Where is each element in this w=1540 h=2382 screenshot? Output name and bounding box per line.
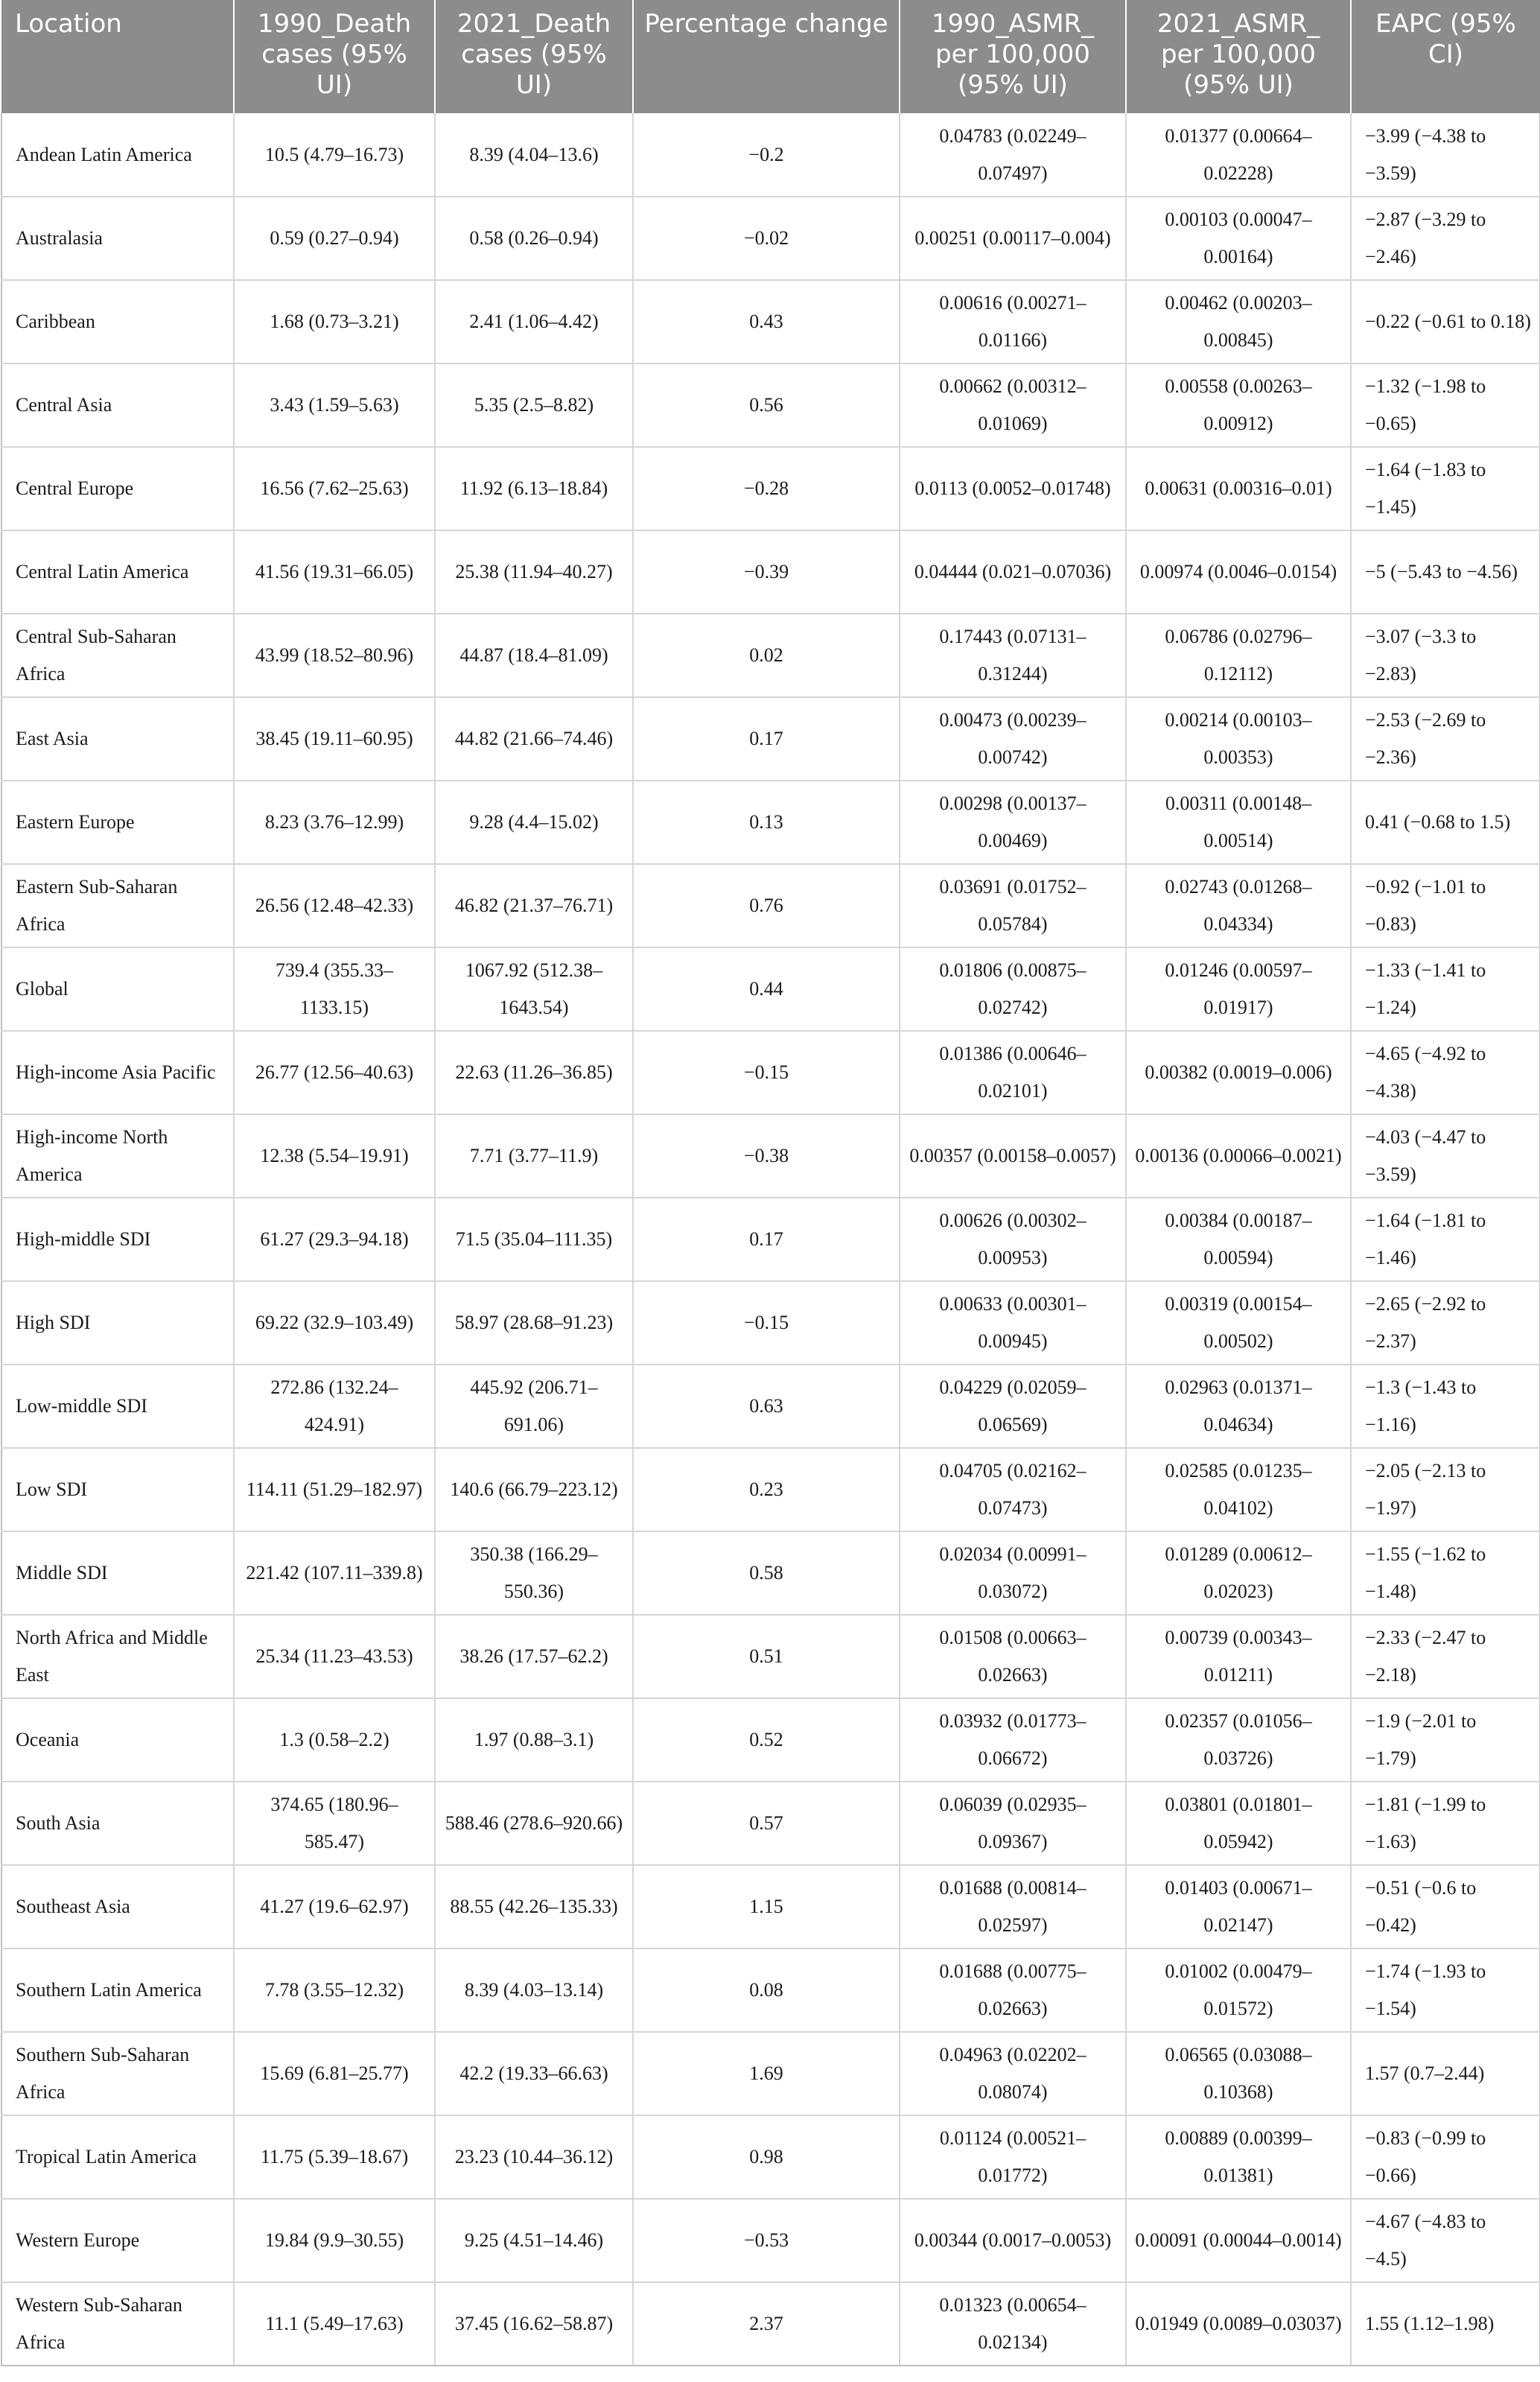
cell-1990-death-cases: 12.38 (5.54–19.91)	[234, 1114, 435, 1198]
header-location: Location	[1, 0, 234, 113]
cell-2021-asmr: 0.02357 (0.01056–0.03726)	[1126, 1698, 1351, 1782]
table-row	[1, 1365, 1540, 1448]
cell-percentage-change: 0.08	[633, 1949, 900, 2032]
cell-2021-death-cases: 8.39 (4.03–13.14)	[435, 1949, 633, 2032]
table-row	[1, 1114, 1540, 1198]
cell-2021-death-cases: 22.63 (11.26–36.85)	[435, 1031, 633, 1114]
cell-1990-asmr: 0.01688 (0.00775–0.02663)	[900, 1949, 1126, 2032]
table-row	[1, 864, 1540, 947]
cell-eapc: −0.51 (−0.6 to −0.42)	[1351, 1865, 1540, 1949]
cell-eapc: −2.05 (−2.13 to −1.97)	[1351, 1448, 1540, 1531]
table-row	[1, 1531, 1540, 1615]
cell-percentage-change: 0.58	[633, 1531, 900, 1615]
cell-1990-asmr: 0.01124 (0.00521–0.01772)	[900, 2115, 1126, 2199]
cell-1990-death-cases: 7.78 (3.55–12.32)	[234, 1949, 435, 2032]
cell-1990-death-cases: 1.3 (0.58–2.2)	[234, 1698, 435, 1782]
cell-percentage-change: 0.02	[633, 614, 900, 697]
cell-2021-death-cases: 44.87 (18.4–81.09)	[435, 614, 633, 697]
table-row	[1, 280, 1540, 363]
cell-1990-asmr: 0.00616 (0.00271–0.01166)	[900, 280, 1126, 363]
cell-eapc: −4.65 (−4.92 to −4.38)	[1351, 1031, 1540, 1114]
cell-2021-death-cases: 8.39 (4.04–13.6)	[435, 113, 633, 197]
cell-2021-death-cases: 11.92 (6.13–18.84)	[435, 447, 633, 530]
cell-1990-death-cases: 8.23 (3.76–12.99)	[234, 781, 435, 864]
cell-2021-asmr: 0.00889 (0.00399–0.01381)	[1126, 2115, 1351, 2199]
table-row	[1, 1281, 1540, 1365]
cell-location: Central Sub-Saharan Africa	[1, 614, 234, 697]
cell-1990-asmr: 0.0113 (0.0052–0.01748)	[900, 447, 1126, 530]
cell-eapc: −1.64 (−1.83 to −1.45)	[1351, 447, 1540, 530]
cell-location: North Africa and Middle East	[1, 1615, 234, 1698]
cell-1990-death-cases: 0.59 (0.27–0.94)	[234, 197, 435, 280]
cell-location: Southern Latin America	[1, 1949, 234, 2032]
cell-1990-death-cases: 11.75 (5.39–18.67)	[234, 2115, 435, 2199]
cell-1990-death-cases: 16.56 (7.62–25.63)	[234, 447, 435, 530]
cell-location: Low SDI	[1, 1448, 234, 1531]
cell-2021-asmr: 0.00558 (0.00263–0.00912)	[1126, 363, 1351, 447]
cell-percentage-change: 2.37	[633, 2282, 900, 2366]
cell-1990-death-cases: 3.43 (1.59–5.63)	[234, 363, 435, 447]
cell-1990-asmr: 0.00344 (0.0017–0.0053)	[900, 2199, 1126, 2282]
cell-percentage-change: 0.98	[633, 2115, 900, 2199]
cell-eapc: −3.99 (−4.38 to −3.59)	[1351, 113, 1540, 197]
cell-2021-death-cases: 588.46 (278.6–920.66)	[435, 1782, 633, 1865]
cell-2021-asmr: 0.01377 (0.00664–0.02228)	[1126, 113, 1351, 197]
cell-1990-death-cases: 69.22 (32.9–103.49)	[234, 1281, 435, 1365]
cell-location: South Asia	[1, 1782, 234, 1865]
cell-1990-asmr: 0.04444 (0.021–0.07036)	[900, 530, 1126, 614]
cell-2021-death-cases: 1.97 (0.88–3.1)	[435, 1698, 633, 1782]
cell-2021-death-cases: 42.2 (19.33–66.63)	[435, 2032, 633, 2115]
cell-2021-death-cases: 7.71 (3.77–11.9)	[435, 1114, 633, 1198]
cell-location: High SDI	[1, 1281, 234, 1365]
cell-eapc: −1.9 (−2.01 to −1.79)	[1351, 1698, 1540, 1782]
cell-eapc: −5 (−5.43 to −4.56)	[1351, 530, 1540, 614]
cell-1990-asmr: 0.00473 (0.00239–0.00742)	[900, 697, 1126, 781]
cell-percentage-change: 1.15	[633, 1865, 900, 1949]
cell-2021-death-cases: 58.97 (28.68–91.23)	[435, 1281, 633, 1365]
cell-2021-death-cases: 1067.92 (512.38–1643.54)	[435, 947, 633, 1031]
cell-2021-death-cases: 2.41 (1.06–4.42)	[435, 280, 633, 363]
cell-2021-asmr: 0.00319 (0.00154–0.00502)	[1126, 1281, 1351, 1365]
cell-1990-asmr: 0.06039 (0.02935–0.09367)	[900, 1782, 1126, 1865]
cell-1990-death-cases: 19.84 (9.9–30.55)	[234, 2199, 435, 2282]
header-1990-asmr: 1990_ASMR_ per 100,000 (95% UI)	[900, 0, 1126, 113]
cell-2021-death-cases: 445.92 (206.71–691.06)	[435, 1365, 633, 1448]
cell-percentage-change: 0.76	[633, 864, 900, 947]
cell-2021-asmr: 0.01949 (0.0089–0.03037)	[1126, 2282, 1351, 2366]
data-table	[1, 0, 1540, 2366]
cell-1990-death-cases: 739.4 (355.33–1133.15)	[234, 947, 435, 1031]
cell-1990-asmr: 0.01806 (0.00875–0.02742)	[900, 947, 1126, 1031]
table-row	[1, 2199, 1540, 2282]
table-row	[1, 1448, 1540, 1531]
cell-percentage-change: 0.57	[633, 1782, 900, 1865]
cell-2021-asmr: 0.01002 (0.00479–0.01572)	[1126, 1949, 1351, 2032]
cell-2021-asmr: 0.00103 (0.00047–0.00164)	[1126, 197, 1351, 280]
cell-percentage-change: 0.23	[633, 1448, 900, 1531]
cell-eapc: −1.32 (−1.98 to −0.65)	[1351, 363, 1540, 447]
table-row	[1, 1949, 1540, 2032]
cell-location: High-income North America	[1, 1114, 234, 1198]
cell-2021-death-cases: 9.28 (4.4–15.02)	[435, 781, 633, 864]
cell-percentage-change: −0.28	[633, 447, 900, 530]
cell-2021-asmr: 0.01403 (0.00671–0.02147)	[1126, 1865, 1351, 1949]
cell-location: Low-middle SDI	[1, 1365, 234, 1448]
cell-percentage-change: −0.39	[633, 530, 900, 614]
cell-eapc: −0.22 (−0.61 to 0.18)	[1351, 280, 1540, 363]
cell-location: Central Latin America	[1, 530, 234, 614]
cell-location: High-middle SDI	[1, 1198, 234, 1281]
cell-1990-death-cases: 43.99 (18.52–80.96)	[234, 614, 435, 697]
table-header	[1, 0, 1540, 113]
cell-percentage-change: −0.38	[633, 1114, 900, 1198]
cell-eapc: −3.07 (−3.3 to −2.83)	[1351, 614, 1540, 697]
cell-2021-asmr: 0.03801 (0.01801–0.05942)	[1126, 1782, 1351, 1865]
cell-percentage-change: 0.56	[633, 363, 900, 447]
cell-1990-death-cases: 374.65 (180.96–585.47)	[234, 1782, 435, 1865]
cell-1990-asmr: 0.00357 (0.00158–0.0057)	[900, 1114, 1126, 1198]
cell-percentage-change: −0.15	[633, 1031, 900, 1114]
cell-2021-death-cases: 44.82 (21.66–74.46)	[435, 697, 633, 781]
cell-location: Eastern Sub-Saharan Africa	[1, 864, 234, 947]
cell-percentage-change: 1.69	[633, 2032, 900, 2115]
cell-eapc: −1.64 (−1.81 to −1.46)	[1351, 1198, 1540, 1281]
cell-location: Oceania	[1, 1698, 234, 1782]
cell-2021-death-cases: 9.25 (4.51–14.46)	[435, 2199, 633, 2282]
header-2021-asmr: 2021_ASMR_ per 100,000 (95% UI)	[1126, 0, 1351, 113]
cell-eapc: −2.65 (−2.92 to −2.37)	[1351, 1281, 1540, 1365]
cell-2021-asmr: 0.00214 (0.00103–0.00353)	[1126, 697, 1351, 781]
cell-percentage-change: 0.51	[633, 1615, 900, 1698]
cell-eapc: −2.53 (−2.69 to −2.36)	[1351, 697, 1540, 781]
table-row	[1, 1198, 1540, 1281]
cell-1990-death-cases: 38.45 (19.11–60.95)	[234, 697, 435, 781]
table-row	[1, 530, 1540, 614]
cell-1990-death-cases: 221.42 (107.11–339.8)	[234, 1531, 435, 1615]
cell-1990-death-cases: 61.27 (29.3–94.18)	[234, 1198, 435, 1281]
cell-eapc: −2.87 (−3.29 to −2.46)	[1351, 197, 1540, 280]
cell-1990-death-cases: 11.1 (5.49–17.63)	[234, 2282, 435, 2366]
cell-2021-death-cases: 71.5 (35.04–111.35)	[435, 1198, 633, 1281]
cell-2021-asmr: 0.00631 (0.00316–0.01)	[1126, 447, 1351, 530]
cell-percentage-change: 0.17	[633, 1198, 900, 1281]
cell-1990-asmr: 0.04963 (0.02202–0.08074)	[900, 2032, 1126, 2115]
cell-location: Southeast Asia	[1, 1865, 234, 1949]
cell-location: Global	[1, 947, 234, 1031]
cell-1990-death-cases: 10.5 (4.79–16.73)	[234, 113, 435, 197]
table-row	[1, 614, 1540, 697]
header-1990-death-cases: 1990_Death cases (95% UI)	[234, 0, 435, 113]
cell-1990-death-cases: 1.68 (0.73–3.21)	[234, 280, 435, 363]
cell-1990-death-cases: 114.11 (51.29–182.97)	[234, 1448, 435, 1531]
cell-1990-death-cases: 26.56 (12.48–42.33)	[234, 864, 435, 947]
cell-1990-death-cases: 26.77 (12.56–40.63)	[234, 1031, 435, 1114]
table-row	[1, 1782, 1540, 1865]
table-row	[1, 697, 1540, 781]
cell-location: Andean Latin America	[1, 113, 234, 197]
cell-1990-death-cases: 272.86 (132.24–424.91)	[234, 1365, 435, 1448]
cell-percentage-change: 0.43	[633, 280, 900, 363]
cell-location: Western Europe	[1, 2199, 234, 2282]
cell-2021-death-cases: 5.35 (2.5–8.82)	[435, 363, 633, 447]
cell-2021-death-cases: 38.26 (17.57–62.2)	[435, 1615, 633, 1698]
cell-2021-death-cases: 0.58 (0.26–0.94)	[435, 197, 633, 280]
cell-2021-death-cases: 140.6 (66.79–223.12)	[435, 1448, 633, 1531]
cell-1990-asmr: 0.00251 (0.00117–0.004)	[900, 197, 1126, 280]
cell-2021-death-cases: 46.82 (21.37–76.71)	[435, 864, 633, 947]
table-body	[1, 113, 1540, 2366]
table-row	[1, 1031, 1540, 1114]
table-row	[1, 2032, 1540, 2115]
cell-percentage-change: 0.44	[633, 947, 900, 1031]
cell-percentage-change: 0.17	[633, 697, 900, 781]
cell-1990-asmr: 0.17443 (0.07131–0.31244)	[900, 614, 1126, 697]
cell-1990-asmr: 0.01386 (0.00646–0.02101)	[900, 1031, 1126, 1114]
cell-2021-asmr: 0.00382 (0.0019–0.006)	[1126, 1031, 1351, 1114]
cell-eapc: −1.55 (−1.62 to −1.48)	[1351, 1531, 1540, 1615]
cell-2021-asmr: 0.00384 (0.00187–0.00594)	[1126, 1198, 1351, 1281]
cell-location: Central Europe	[1, 447, 234, 530]
cell-percentage-change: −0.2	[633, 113, 900, 197]
cell-eapc: −0.92 (−1.01 to −0.83)	[1351, 864, 1540, 947]
table-row	[1, 1615, 1540, 1698]
cell-1990-death-cases: 41.27 (19.6–62.97)	[234, 1865, 435, 1949]
cell-1990-asmr: 0.04783 (0.02249–0.07497)	[900, 113, 1126, 197]
header-row	[1, 0, 1540, 113]
table-row	[1, 781, 1540, 864]
cell-2021-death-cases: 23.23 (10.44–36.12)	[435, 2115, 633, 2199]
cell-2021-death-cases: 350.38 (166.29–550.36)	[435, 1531, 633, 1615]
cell-2021-asmr: 0.00462 (0.00203–0.00845)	[1126, 280, 1351, 363]
cell-2021-death-cases: 25.38 (11.94–40.27)	[435, 530, 633, 614]
cell-2021-death-cases: 37.45 (16.62–58.87)	[435, 2282, 633, 2366]
cell-2021-death-cases: 88.55 (42.26–135.33)	[435, 1865, 633, 1949]
cell-1990-asmr: 0.04705 (0.02162–0.07473)	[900, 1448, 1126, 1531]
cell-1990-asmr: 0.01323 (0.00654–0.02134)	[900, 2282, 1126, 2366]
cell-percentage-change: −0.02	[633, 197, 900, 280]
cell-1990-asmr: 0.01688 (0.00814–0.02597)	[900, 1865, 1126, 1949]
table-row	[1, 197, 1540, 280]
cell-location: Western Sub-Saharan Africa	[1, 2282, 234, 2366]
cell-eapc: −2.33 (−2.47 to −2.18)	[1351, 1615, 1540, 1698]
cell-percentage-change: 0.13	[633, 781, 900, 864]
cell-eapc: −1.81 (−1.99 to −1.63)	[1351, 1782, 1540, 1865]
cell-percentage-change: −0.53	[633, 2199, 900, 2282]
cell-eapc: 0.41 (−0.68 to 1.5)	[1351, 781, 1540, 864]
cell-1990-asmr: 0.01508 (0.00663–0.02663)	[900, 1615, 1126, 1698]
table-row	[1, 1698, 1540, 1782]
table-row	[1, 1865, 1540, 1949]
table-row	[1, 947, 1540, 1031]
header-2021-death-cases: 2021_Death cases (95% UI)	[435, 0, 633, 113]
cell-1990-asmr: 0.00298 (0.00137–0.00469)	[900, 781, 1126, 864]
cell-percentage-change: 0.52	[633, 1698, 900, 1782]
cell-2021-asmr: 0.00136 (0.00066–0.0021)	[1126, 1114, 1351, 1198]
cell-location: Tropical Latin America	[1, 2115, 234, 2199]
cell-2021-asmr: 0.00974 (0.0046–0.0154)	[1126, 530, 1351, 614]
cell-location: High-income Asia Pacific	[1, 1031, 234, 1114]
cell-2021-asmr: 0.06565 (0.03088–0.10368)	[1126, 2032, 1351, 2115]
cell-2021-asmr: 0.01289 (0.00612–0.02023)	[1126, 1531, 1351, 1615]
cell-eapc: −1.33 (−1.41 to −1.24)	[1351, 947, 1540, 1031]
table-row	[1, 2282, 1540, 2366]
cell-2021-asmr: 0.02743 (0.01268–0.04334)	[1126, 864, 1351, 947]
cell-1990-death-cases: 15.69 (6.81–25.77)	[234, 2032, 435, 2115]
table-row	[1, 2115, 1540, 2199]
cell-location: East Asia	[1, 697, 234, 781]
cell-location: Australasia	[1, 197, 234, 280]
cell-eapc: −4.03 (−4.47 to −3.59)	[1351, 1114, 1540, 1198]
table-row	[1, 113, 1540, 197]
cell-2021-asmr: 0.02963 (0.01371–0.04634)	[1126, 1365, 1351, 1448]
cell-2021-asmr: 0.02585 (0.01235–0.04102)	[1126, 1448, 1351, 1531]
cell-eapc: −1.74 (−1.93 to −1.54)	[1351, 1949, 1540, 2032]
cell-2021-asmr: 0.06786 (0.02796–0.12112)	[1126, 614, 1351, 697]
cell-1990-death-cases: 25.34 (11.23–43.53)	[234, 1615, 435, 1698]
cell-1990-asmr: 0.00662 (0.00312–0.01069)	[900, 363, 1126, 447]
cell-1990-death-cases: 41.56 (19.31–66.05)	[234, 530, 435, 614]
cell-location: Eastern Europe	[1, 781, 234, 864]
cell-1990-asmr: 0.00626 (0.00302–0.00953)	[900, 1198, 1126, 1281]
cell-2021-asmr: 0.00091 (0.00044–0.0014)	[1126, 2199, 1351, 2282]
cell-1990-asmr: 0.00633 (0.00301–0.00945)	[900, 1281, 1126, 1365]
cell-location: Central Asia	[1, 363, 234, 447]
cell-1990-asmr: 0.02034 (0.00991–0.03072)	[900, 1531, 1126, 1615]
cell-eapc: 1.57 (0.7–2.44)	[1351, 2032, 1540, 2115]
cell-1990-asmr: 0.04229 (0.02059–0.06569)	[900, 1365, 1126, 1448]
cell-1990-asmr: 0.03932 (0.01773–0.06672)	[900, 1698, 1126, 1782]
cell-2021-asmr: 0.01246 (0.00597–0.01917)	[1126, 947, 1351, 1031]
table-row	[1, 447, 1540, 530]
cell-location: Caribbean	[1, 280, 234, 363]
cell-location: Middle SDI	[1, 1531, 234, 1615]
cell-eapc: −4.67 (−4.83 to −4.5)	[1351, 2199, 1540, 2282]
header-percentage-change: Percentage change	[633, 0, 900, 113]
cell-eapc: 1.55 (1.12–1.98)	[1351, 2282, 1540, 2366]
cell-eapc: −0.83 (−0.99 to −0.66)	[1351, 2115, 1540, 2199]
table-row	[1, 363, 1540, 447]
cell-percentage-change: −0.15	[633, 1281, 900, 1365]
cell-percentage-change: 0.63	[633, 1365, 900, 1448]
header-eapc: EAPC (95% CI)	[1351, 0, 1540, 113]
cell-2021-asmr: 0.00311 (0.00148–0.00514)	[1126, 781, 1351, 864]
cell-location: Southern Sub-Saharan Africa	[1, 2032, 234, 2115]
cell-1990-asmr: 0.03691 (0.01752–0.05784)	[900, 864, 1126, 947]
cell-eapc: −1.3 (−1.43 to −1.16)	[1351, 1365, 1540, 1448]
cell-2021-asmr: 0.00739 (0.00343–0.01211)	[1126, 1615, 1351, 1698]
